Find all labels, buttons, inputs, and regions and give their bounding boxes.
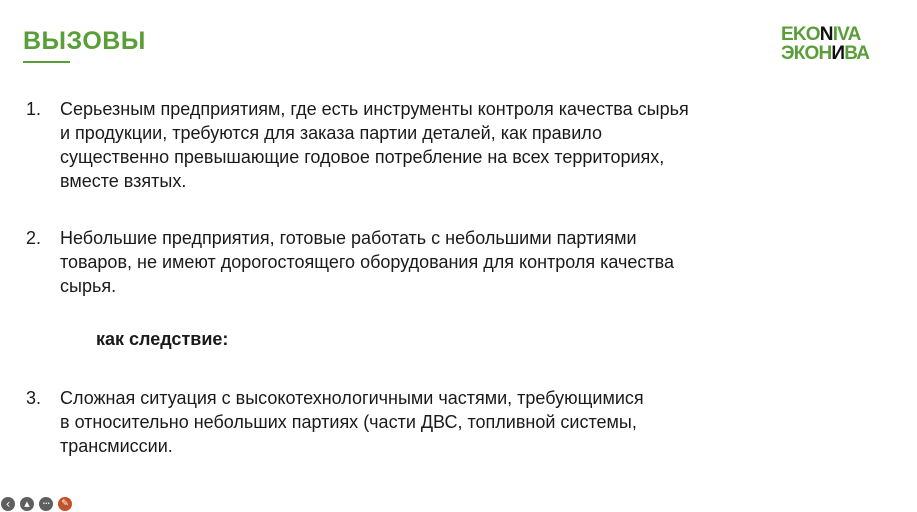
title-underline: [23, 61, 70, 63]
list-item: [26, 386, 886, 458]
pointer-button[interactable]: [20, 497, 34, 511]
slideshow-toolbar: [1, 497, 72, 512]
list-item-number: 1.: [26, 99, 42, 119]
annotate-button[interactable]: [58, 497, 72, 511]
pen-icon: ✎: [61, 498, 69, 509]
arrow-left-icon: ‹: [5, 496, 11, 511]
list-item-number: 2.: [26, 228, 42, 248]
logo-cyrillic-highlight: И: [831, 43, 845, 64]
logo-cyrillic-suffix: ВА: [844, 43, 870, 64]
list-item: [26, 226, 886, 298]
list-item: [26, 97, 886, 193]
logo-latin-suffix: IVA: [832, 24, 861, 45]
slide-title: ВЫЗОВЫ: [23, 27, 146, 55]
list-item-text: Серьезным предприятиям, где есть инструменты контроля качества сырья и продукции, требуются для заказа партии деталей, как правило существенно превышающие годовое потребление на всех территориях, вместе взятых.: [60, 99, 689, 191]
brand-logo: [781, 25, 899, 63]
logo-latin-highlight: N: [819, 24, 833, 45]
ellipsis-icon: •••: [42, 500, 50, 507]
logo-line-latin: [781, 25, 899, 44]
consequence-label: как следствие:: [96, 329, 229, 349]
more-options-button[interactable]: [39, 497, 53, 511]
logo-cyrillic-prefix: ЭКОН: [781, 43, 832, 64]
previous-slide-button[interactable]: [1, 497, 15, 511]
pointer-icon: ▲: [24, 499, 30, 508]
logo-line-cyrillic: [781, 44, 899, 63]
list-item-text: Небольшие предприятия, готовые работать с небольшими партиями товаров, не имеют дорогостоящего оборудования для контроля качества сырья.: [60, 228, 675, 296]
list-item-text: Сложная ситуация с высокотехнологичными частями, требующимися в относительно небольших партиях (части ДВС, топливной системы, трансмиссии.: [60, 388, 644, 456]
list-item-number: 3.: [26, 388, 42, 408]
logo-latin-prefix: EKO: [781, 24, 820, 45]
